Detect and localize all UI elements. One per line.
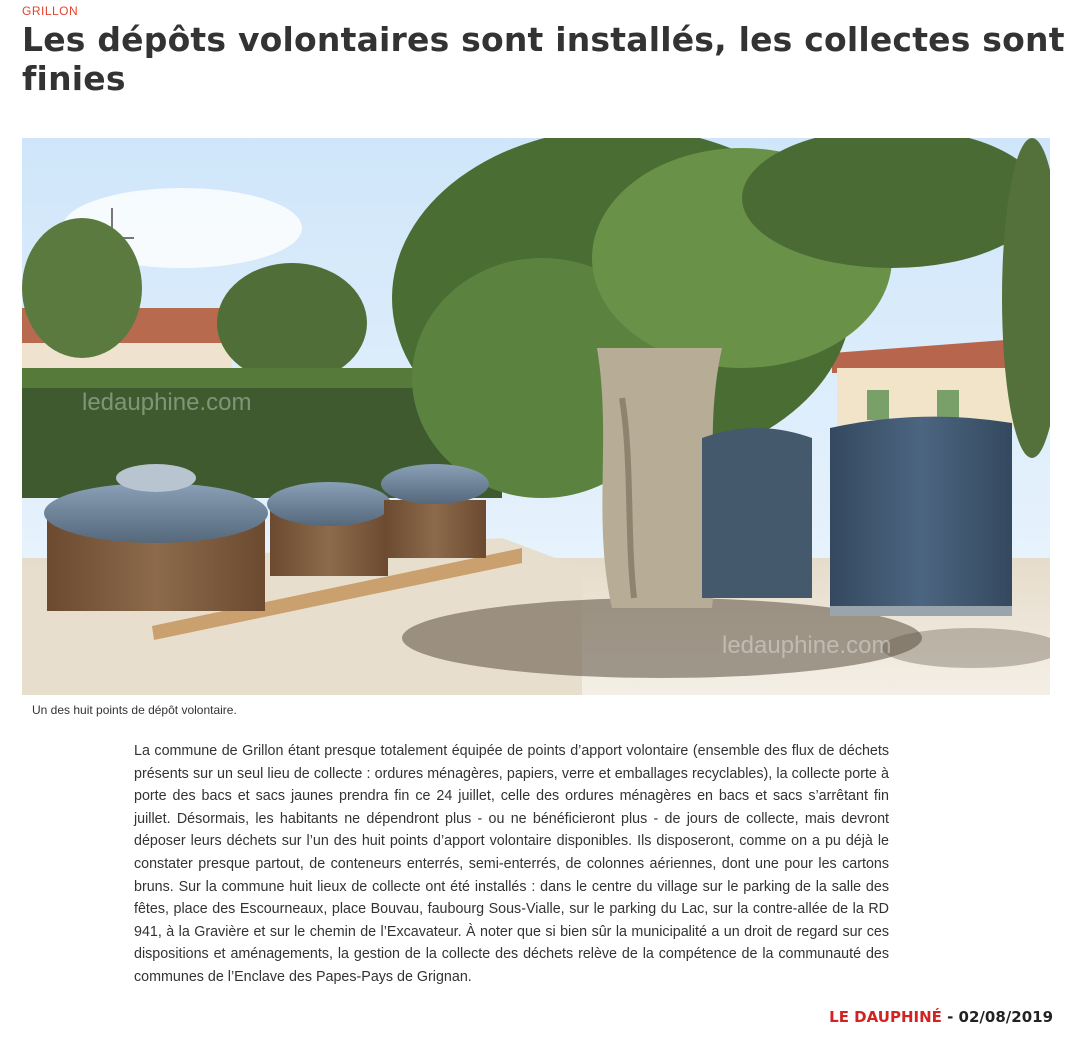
watermark-bottom: ledauphine.com <box>722 632 892 659</box>
source-line <box>829 1008 1053 1026</box>
article-photo <box>22 138 1050 695</box>
kicker: GRILLON <box>22 4 79 18</box>
headline: Les dépôts volontaires sont installés, les collectes sont finies <box>22 20 1065 98</box>
article-body: La commune de Grillon étant presque totalement équipée de points d’apport volontaire (ensemble des flux de déchets présents sur un seul lieu de collecte : ordures ménagères, papiers, verre et emballages recyclables), la collecte porte à porte des bacs et sacs jaunes prendra fin ce 24 juillet, celle des ordures ménagères en bacs et sacs s’arrêtant fin juillet. Désormais, les habitants ne dépendront plus - ou ne bénéficieront plus - de jours de collecte, mais devront déposer leurs déchets sur l’un des huit points d’apport volontaire disponibles. Ils disposeront, comme on a pu déjà le constater presque partout, de conteneurs enterrés, semi-enterrés, de colonnes aériennes, dont une pour les cartons bruns. Sur la commune huit lieux de collecte ont été installés : dans le centre du village sur le parking de la salle des fêtes, place des Escourneaux, place Bouvau, faubourg Sous-Vialle, sur le parking du Lac, sur la contre-allée de la RD 941, à la Gravière et sur le chemin de l’Excavateur. À noter que si bien sûr la municipalité a un droit de regard sur ces dispositions et aménagements, la gestion de la collecte des déchets relève de la compétence de la communauté des communes de l’Enclave des Papes-Pays de Grignan. <box>134 743 889 985</box>
publication-name: LE DAUPHINÉ <box>829 1008 942 1026</box>
photo-illustration <box>22 138 1050 695</box>
source-separator: - <box>941 1008 959 1026</box>
watermark-top: ledauphine.com <box>82 389 252 416</box>
aerial-containers <box>702 417 1012 616</box>
publication-date: 02/08/2019 <box>958 1008 1053 1026</box>
photo-caption: Un des huit points de dépôt volontaire. <box>32 703 237 717</box>
